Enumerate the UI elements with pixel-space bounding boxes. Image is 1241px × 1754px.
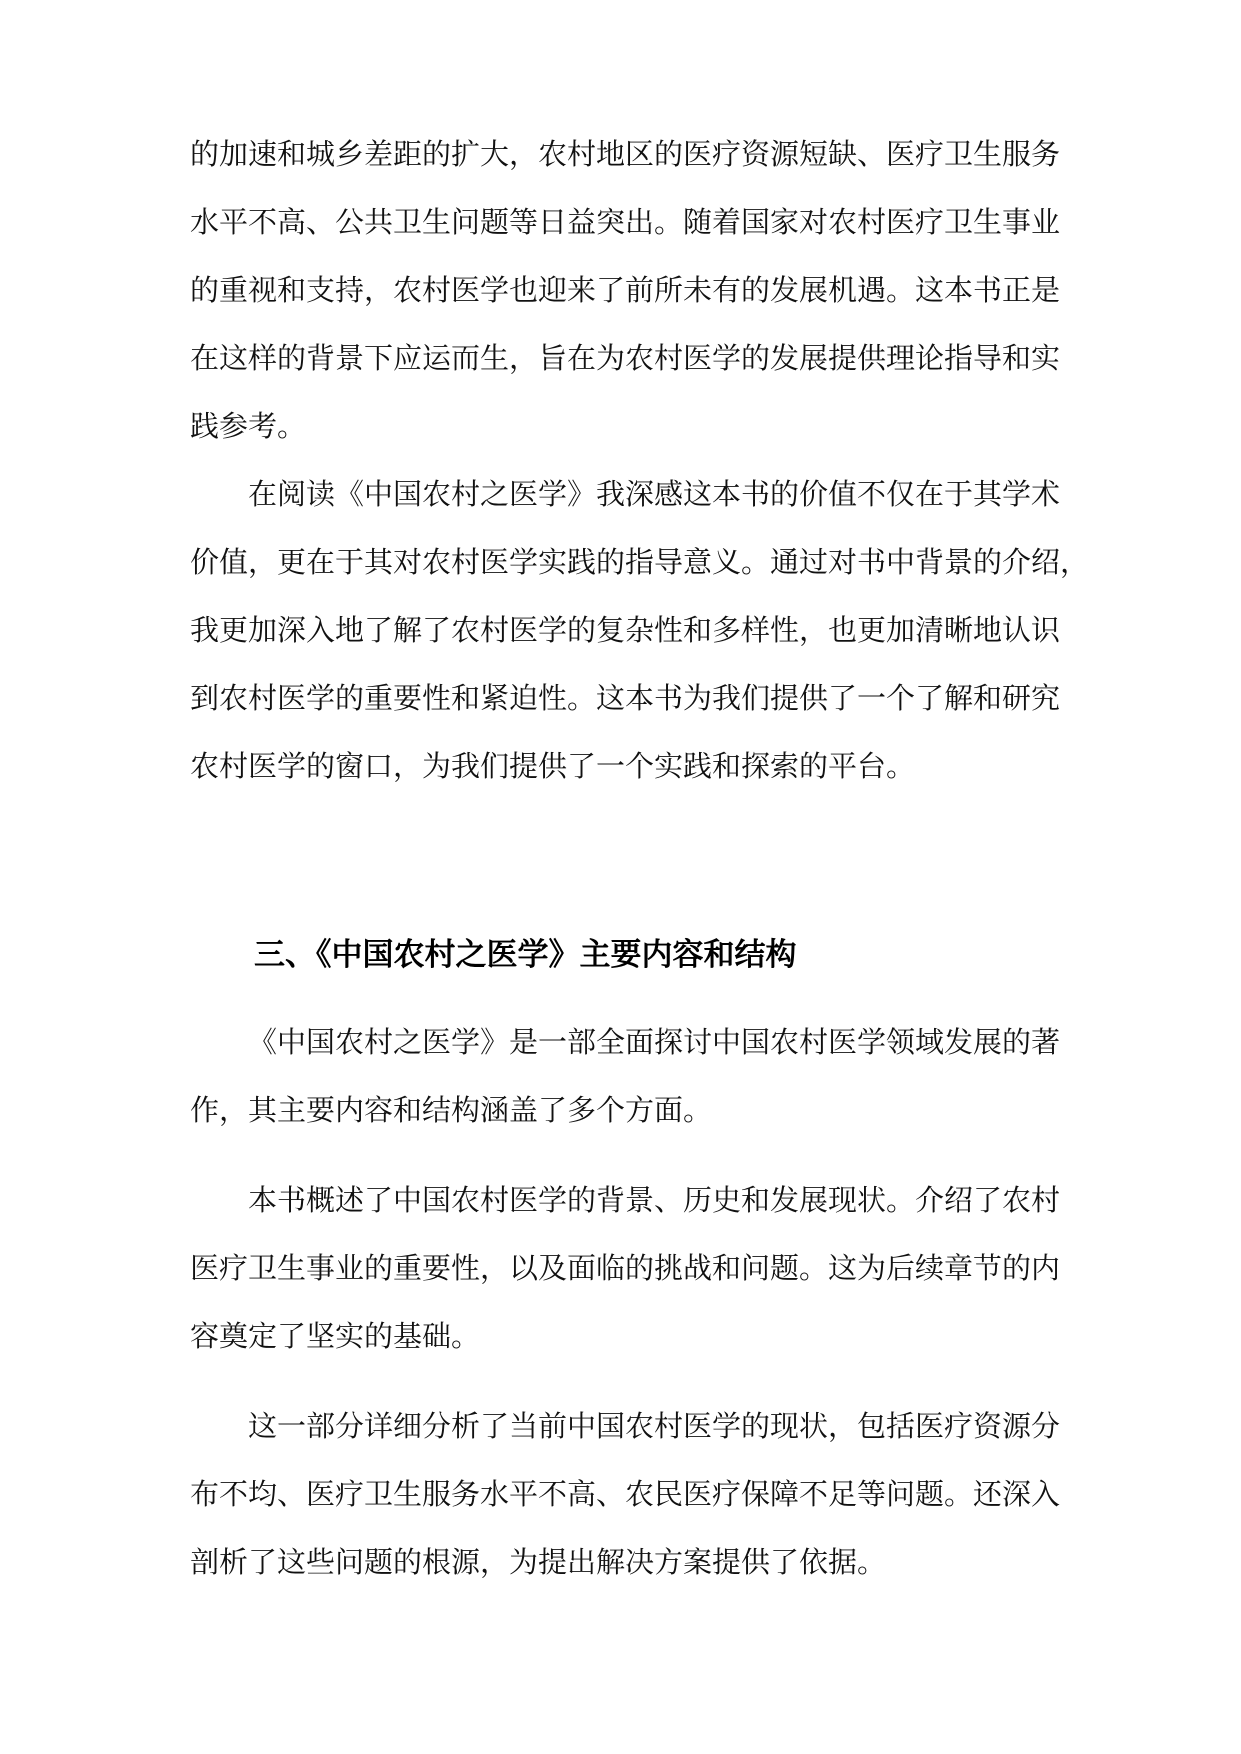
section-heading: 三、《中国农村之医学》主要内容和结构	[254, 937, 797, 973]
paragraph-line: 的加速和城乡差距的扩大，农村地区的医疗资源短缺、医疗卫生服务	[190, 137, 1061, 171]
paragraph-line: 作，其主要内容和结构涵盖了多个方面。	[190, 1093, 713, 1127]
paragraph-line: 价值，更在于其对农村医学实践的指导意义。通过对书中背景的介绍，	[190, 545, 1090, 579]
paragraph-line: 《中国农村之医学》是一部全面探讨中国农村医学领域发展的著	[248, 1025, 1061, 1059]
paragraph-line: 这一部分详细分析了当前中国农村医学的现状，包括医疗资源分	[248, 1409, 1061, 1443]
paragraph-line: 农村医学的窗口，为我们提供了一个实践和探索的平台。	[190, 749, 916, 783]
paragraph-line: 布不均、医疗卫生服务水平不高、农民医疗保障不足等问题。还深入	[190, 1477, 1061, 1511]
paragraph-line: 到农村医学的重要性和紧迫性。这本书为我们提供了一个了解和研究	[190, 681, 1061, 715]
paragraph-line: 践参考。	[190, 409, 307, 443]
paragraph-line: 医疗卫生事业的重要性，以及面临的挑战和问题。这为后续章节的内	[190, 1251, 1061, 1285]
paragraph-line: 我更加深入地了解了农村医学的复杂性和多样性，也更加清晰地认识	[190, 613, 1061, 647]
paragraph-line: 容奠定了坚实的基础。	[190, 1319, 481, 1353]
paragraph-line: 剖析了这些问题的根源，为提出解决方案提供了依据。	[190, 1545, 887, 1579]
paragraph-line: 的重视和支持，农村医学也迎来了前所未有的发展机遇。这本书正是	[190, 273, 1061, 307]
paragraph-line: 本书概述了中国农村医学的背景、历史和发展现状。介绍了农村	[248, 1183, 1061, 1217]
paragraph-line: 水平不高、公共卫生问题等日益突出。随着国家对农村医疗卫生事业	[190, 205, 1061, 239]
paragraph-line: 在阅读《中国农村之医学》我深感这本书的价值不仅在于其学术	[248, 477, 1061, 511]
paragraph-line: 在这样的背景下应运而生，旨在为农村医学的发展提供理论指导和实	[190, 341, 1061, 375]
